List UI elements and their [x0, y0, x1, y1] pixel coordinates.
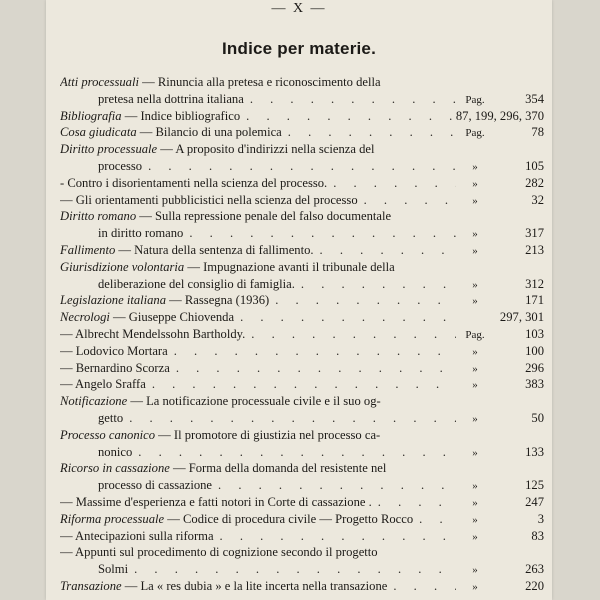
- page-mark: »: [472, 496, 478, 509]
- entry-title: pretesa nella dottrina italiana: [98, 91, 244, 106]
- entry-text: [60, 528, 214, 545]
- entry-text: [60, 175, 327, 192]
- entry-title: — Il promotore di giustizia nel processo ca-: [155, 427, 381, 442]
- entry-title: — A proposito d'indirizzi nella scienza del: [157, 142, 375, 157]
- page-number: 32: [531, 192, 544, 207]
- page-number: 297, 301: [499, 310, 544, 325]
- page-number: 354: [525, 91, 544, 106]
- leader-dots: [269, 292, 456, 309]
- leader-dots: [245, 326, 456, 343]
- index-line: [60, 141, 544, 158]
- entry-text: [60, 427, 544, 444]
- entry-text: [60, 192, 358, 209]
- index-line: [60, 108, 544, 125]
- leader-dots: [183, 225, 456, 242]
- leader-dots: [170, 360, 456, 377]
- entry-title: — Impugnazione avanti il tribunale della: [184, 259, 395, 274]
- entry-title: — Appunti sul procedimento di cognizione secondo il progetto: [60, 545, 378, 560]
- entry-title: processo: [98, 158, 143, 173]
- entry-subject: Legislazione italiana: [60, 293, 167, 308]
- entry-subject: Ricorso in cassazione: [60, 461, 170, 476]
- page-folio: — X —: [271, 1, 327, 16]
- page-mark: »: [472, 160, 478, 173]
- page-mark: »: [472, 228, 478, 241]
- page-mark: »: [472, 530, 478, 543]
- entry-title: in diritto romano: [98, 226, 184, 241]
- index-line: [60, 74, 544, 91]
- entry-title: — Albrecht Mendelssohn Bartholdy.: [60, 326, 246, 341]
- page-title: Indice per materie.: [221, 39, 377, 58]
- page-mark: »: [472, 278, 478, 291]
- index-line: [60, 376, 544, 393]
- entry-title: — Sulla repressione penale del falso documentale: [136, 209, 392, 224]
- index-line: [60, 276, 544, 293]
- page-number: 312: [525, 276, 544, 291]
- page-number: 213: [525, 242, 544, 257]
- index-entries: [60, 74, 544, 595]
- entry-title: Solmi: [98, 562, 129, 577]
- index-line: [60, 175, 544, 192]
- index-line: [60, 124, 544, 141]
- entry-title: - Contro i disorientamenti nella scienza del processo.: [60, 175, 328, 190]
- page-number: 263: [525, 562, 544, 577]
- page-number: 317: [525, 226, 544, 241]
- page-number: 247: [525, 494, 544, 509]
- index-line: [60, 444, 544, 461]
- leader-dots: [327, 175, 456, 192]
- entry-text: [98, 561, 128, 578]
- entry-text: [60, 242, 314, 259]
- leader-dots: [413, 511, 456, 528]
- entry-subject: Diritto romano: [60, 209, 137, 224]
- entry-text: [60, 326, 245, 343]
- page-number: 296: [525, 360, 544, 375]
- entry-text: [60, 544, 544, 561]
- index-line: [60, 494, 544, 511]
- page-number: 383: [525, 377, 544, 392]
- entry-subject: Notificazione: [60, 394, 128, 409]
- page-mark: Pag.: [465, 127, 485, 140]
- page-mark: »: [472, 177, 478, 190]
- page-mark: »: [472, 362, 478, 375]
- entry-text: [60, 292, 269, 309]
- page-number: 78: [531, 125, 544, 140]
- entry-text: [60, 578, 387, 595]
- index-line: [60, 511, 544, 528]
- entry-subject: Atti processuali: [60, 75, 139, 89]
- leader-dots: [214, 528, 456, 545]
- entry-text: [98, 158, 142, 175]
- entry-title: — Gli orientamenti pubblicistici nella scienza del processo: [60, 192, 358, 207]
- page-mark: »: [472, 412, 478, 425]
- entry-title: — Bernardino Scorza: [60, 360, 170, 375]
- index-line: [60, 561, 544, 578]
- entry-subject: Giurisdizione volontaria: [60, 259, 185, 274]
- index-line: [60, 360, 544, 377]
- index-line: [60, 225, 544, 242]
- index-line: [60, 528, 544, 545]
- entry-title: — Forma della domanda del resistente nel: [169, 461, 387, 476]
- index-line: [60, 578, 544, 595]
- entry-text: [60, 309, 234, 326]
- page-mark: »: [472, 580, 478, 593]
- entry-text: [60, 108, 240, 125]
- index-line: [60, 192, 544, 209]
- page-mark: »: [472, 345, 478, 358]
- entry-subject: Transazione: [60, 578, 122, 593]
- entry-subject: Bibliografia: [60, 108, 122, 123]
- entry-text: [98, 91, 244, 108]
- index-line: [60, 91, 544, 108]
- index-line: [60, 477, 544, 494]
- entry-title: — Antecipazioni sulla riforma: [60, 528, 214, 543]
- leader-dots: [234, 309, 458, 326]
- entry-subject: Diritto processuale: [60, 142, 158, 157]
- index-line: [60, 343, 544, 360]
- entry-title: — Natura della sentenza di fallimento.: [115, 242, 314, 257]
- page-number: 103: [525, 326, 544, 341]
- leader-dots: [168, 343, 456, 360]
- entry-text: [60, 208, 544, 225]
- entry-text: [98, 276, 295, 293]
- entry-text: [98, 410, 123, 427]
- leader-dots: [128, 561, 456, 578]
- page-number: 105: [525, 158, 544, 173]
- index-line: [60, 158, 544, 175]
- page-number: 3: [537, 511, 544, 526]
- index-line: [60, 544, 544, 561]
- entry-title: nonico: [98, 444, 133, 459]
- index-line: [60, 242, 544, 259]
- entry-title: deliberazione del consiglio di famiglia.: [98, 276, 295, 291]
- page-mark: »: [472, 513, 478, 526]
- entry-subject: Processo canonico: [60, 427, 156, 442]
- entry-title: — Lodovico Mortara: [60, 343, 168, 358]
- entry-title: — Massime d'esperienza e fatti notori in Corte di cassazione .: [60, 494, 372, 509]
- entry-text: [98, 225, 183, 242]
- entry-title: — Rinuncia alla pretesa e riconoscimento della: [138, 75, 381, 89]
- page-number: 133: [525, 444, 544, 459]
- leader-dots: [387, 578, 456, 595]
- page-mark: »: [472, 295, 478, 308]
- entry-title: — Indice bibliografico: [121, 108, 241, 123]
- entry-subject: Cosa giudicata: [60, 125, 137, 140]
- page-mark: »: [472, 480, 478, 493]
- leader-dots: [146, 376, 456, 393]
- leader-dots: [282, 124, 456, 141]
- page-mark: »: [472, 379, 478, 392]
- entry-text: [98, 444, 132, 461]
- index-page: [46, 0, 552, 600]
- entry-text: [60, 511, 413, 528]
- leader-dots: [240, 108, 456, 125]
- index-line: [60, 309, 544, 326]
- page-number: 171: [525, 293, 544, 308]
- leader-dots: [142, 158, 456, 175]
- page-number: 100: [525, 343, 544, 358]
- entry-subject: Fallimento: [60, 242, 116, 257]
- entry-title: — Codice di procedura civile — Progetto Rocco: [164, 511, 414, 526]
- index-line: [60, 410, 544, 427]
- index-line: [60, 460, 544, 477]
- entry-title: — La « res dubia » e la lite incerta nella transazione: [121, 578, 388, 593]
- entry-title: — Rassegna (1936): [166, 293, 270, 308]
- leader-dots: [212, 477, 456, 494]
- index-line: [60, 326, 544, 343]
- entry-title: getto: [98, 410, 124, 425]
- entry-title: — Angelo Sraffa: [60, 377, 146, 392]
- entry-subject: Necrologi: [60, 310, 110, 325]
- entry-text: [60, 376, 146, 393]
- entry-text: [60, 124, 282, 141]
- page-mark: »: [472, 194, 478, 207]
- index-line: [60, 393, 544, 410]
- index-line: [60, 208, 544, 225]
- entry-text: [98, 477, 212, 494]
- leader-dots: [132, 444, 456, 461]
- entry-title: — La notificazione processuale civile e il suo og-: [127, 394, 381, 409]
- entry-title: — Bilancio di una polemica: [136, 125, 282, 140]
- leader-dots: [372, 494, 456, 511]
- page-number: 220: [525, 578, 544, 593]
- leader-dots: [244, 91, 456, 108]
- entry-text: [60, 141, 544, 158]
- entry-text: [60, 460, 544, 477]
- entry-text: [60, 343, 168, 360]
- leader-dots: [123, 410, 456, 427]
- index-line: [60, 427, 544, 444]
- page-number: 87, 199, 296, 370: [455, 108, 544, 123]
- entry-text: [60, 494, 372, 511]
- entry-subject: Riforma processuale: [60, 511, 165, 526]
- page-mark: »: [472, 564, 478, 577]
- leader-dots: [295, 276, 456, 293]
- page-mark: Pag.: [465, 93, 485, 106]
- leader-dots: [358, 192, 456, 209]
- entry-text: [60, 74, 544, 91]
- index-line: [60, 259, 544, 276]
- page-mark: »: [472, 244, 478, 257]
- page-mark: Pag.: [465, 328, 485, 341]
- page-number: 282: [525, 175, 544, 190]
- index-line: [60, 292, 544, 309]
- entry-text: [60, 393, 544, 410]
- page-mark: »: [472, 446, 478, 459]
- page-number: 125: [525, 478, 544, 493]
- entry-text: [60, 259, 544, 276]
- leader-dots: [314, 242, 456, 259]
- entry-title: — Giuseppe Chiovenda: [109, 310, 235, 325]
- entry-text: [60, 360, 170, 377]
- entry-title: processo di cassazione: [98, 478, 213, 493]
- page-number: 50: [531, 410, 544, 425]
- page-number: 83: [531, 528, 544, 543]
